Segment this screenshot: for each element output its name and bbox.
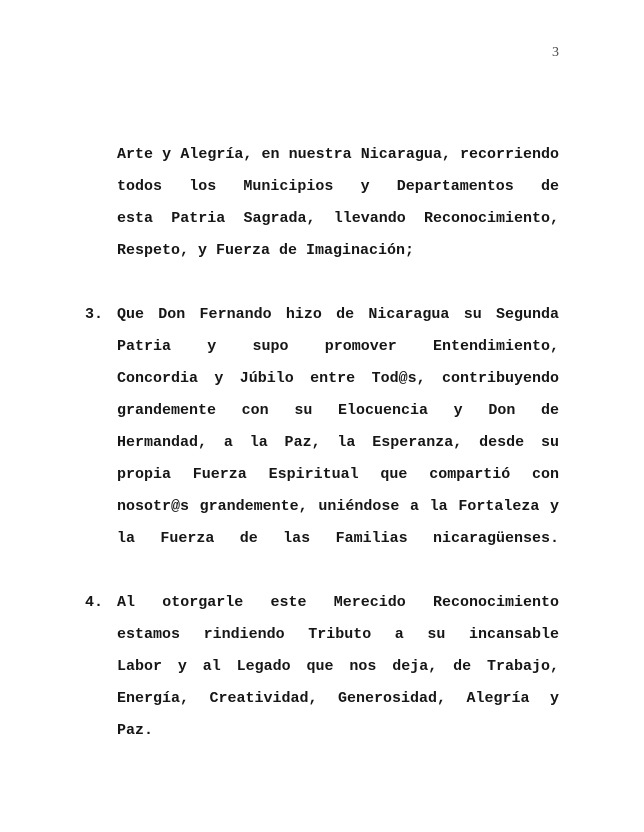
numbered-paragraph [85,587,560,747]
text-line: Que Don Fernando hizo de Nicaragua su Segunda [117,306,559,323]
text-line: Concordia y Júbilo entre Tod@s, contribuyendo [117,370,559,387]
text-line: nosotr@s grandemente, uniéndose a la Fortaleza y [117,498,559,515]
text-line: Al otorgarle este Merecido Reconocimiento [117,594,559,611]
text-line: Patria y supo promover Entendimiento, [117,338,559,355]
text-line: la Fuerza de las Familias nicaragüenses. [117,530,559,547]
numbered-paragraph [85,299,560,555]
text-line: Respeto, y Fuerza de Imaginación; [117,242,415,259]
page-number: 3 [552,45,559,60]
text-line: Energía, Creatividad, Generosidad, Alegría y [117,690,559,707]
text-line: Arte y Alegría, en nuestra Nicaragua, recorriendo [117,146,559,163]
text-line: todos los Municipios y Departamentos de [117,178,559,195]
text-line: estamos rindiendo Tributo a su incansable [117,626,559,643]
text-line: Labor y al Legado que nos deja, de Trabajo, [117,658,559,675]
text-line: Hermandad, a la Paz, la Esperanza, desde su [117,434,559,451]
text-line: Paz. [117,722,154,739]
document-body [85,139,560,747]
list-number: 4. [85,594,104,611]
list-number: 3. [85,306,104,323]
continuation-paragraph [85,139,560,267]
text-line: grandemente con su Elocuencia y Don de [117,402,559,419]
text-line: esta Patria Sagrada, llevando Reconocimiento, [117,210,559,227]
text-line: propia Fuerza Espiritual que compartió con [117,466,559,483]
